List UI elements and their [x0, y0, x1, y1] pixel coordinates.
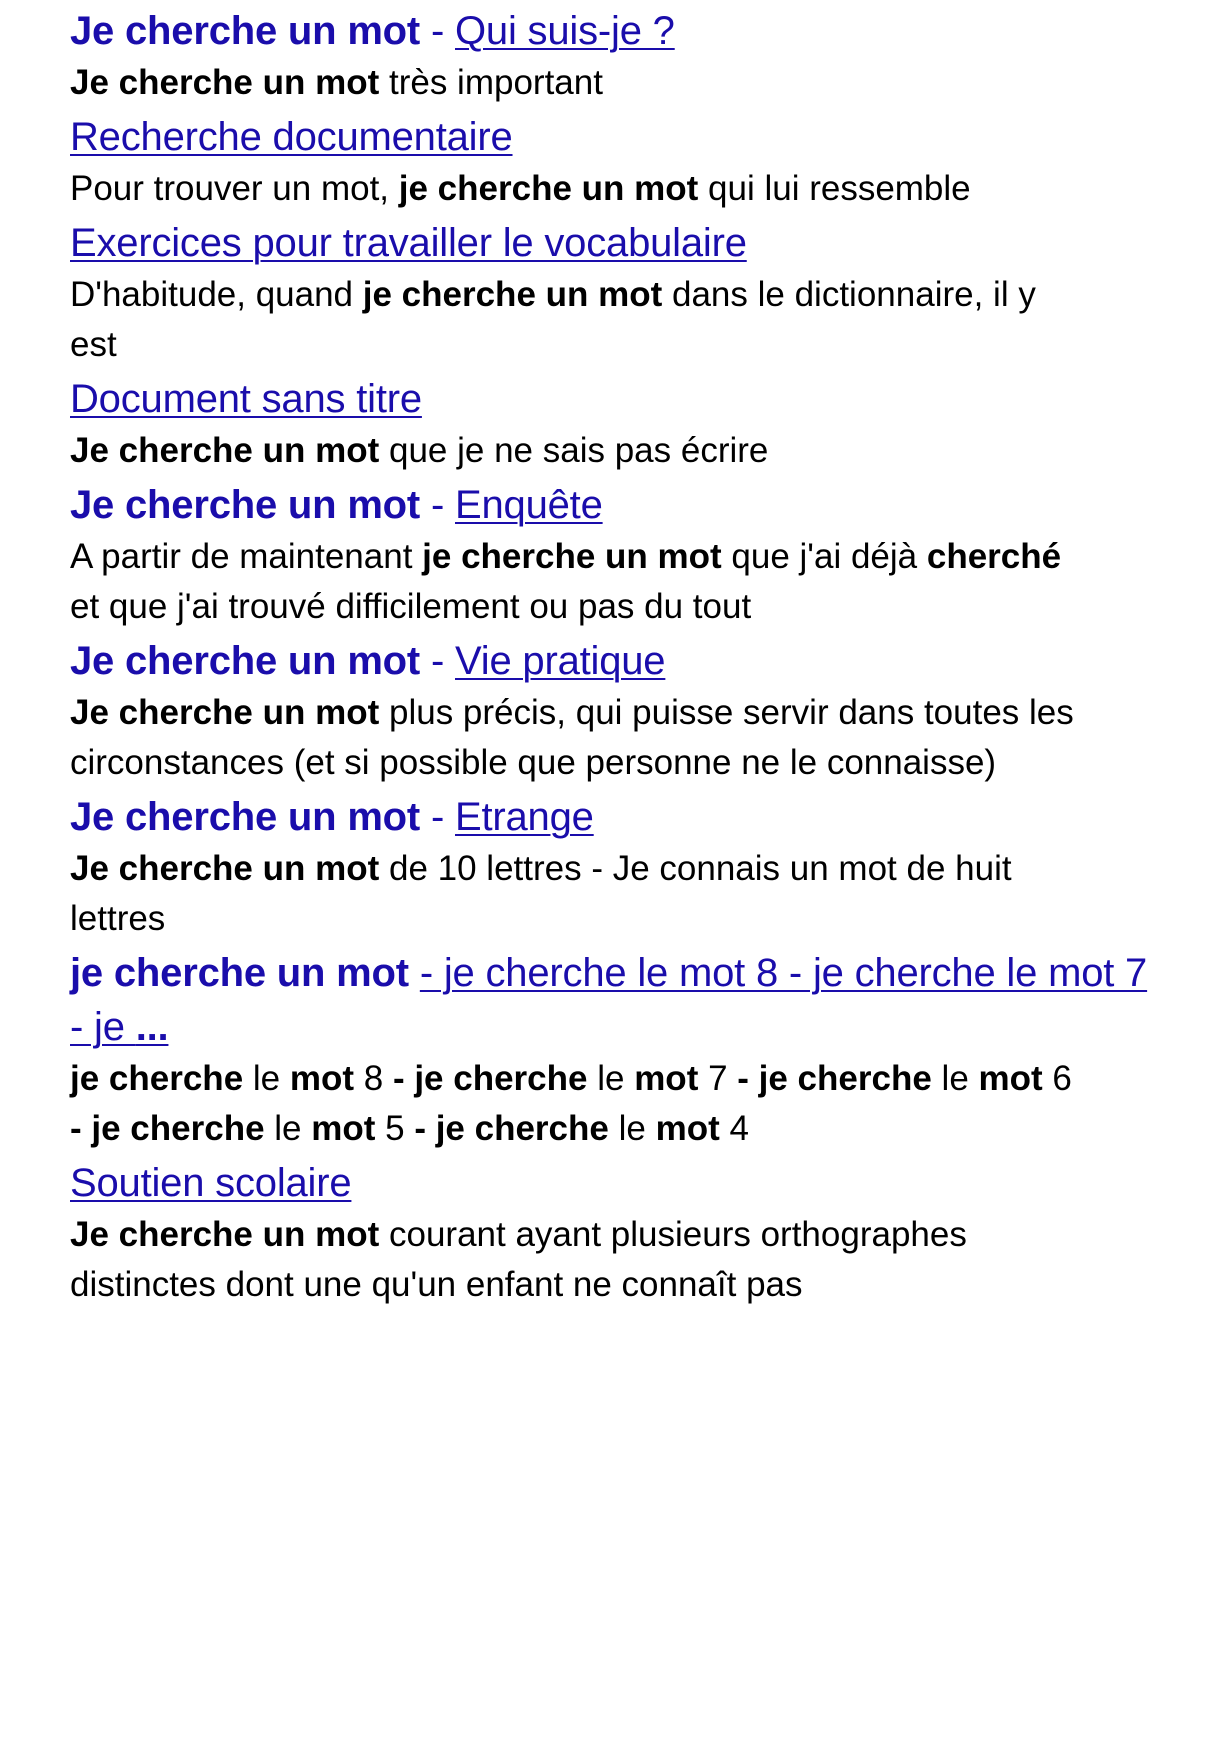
result-snippet	[70, 164, 1080, 214]
snippet-text: le	[587, 1059, 635, 1098]
snippet-highlight: Je cherche un mot	[70, 63, 380, 102]
result-link[interactable]: Enquête	[455, 483, 603, 527]
result-snippet	[70, 1054, 1080, 1154]
snippet-highlight: Je cherche un mot	[70, 849, 380, 888]
snippet-highlight: je cherche un mot	[362, 275, 663, 314]
result-link[interactable]: Soutien scolaire	[70, 1161, 352, 1205]
result-link[interactable]: Vie pratique	[455, 639, 666, 683]
snippet-highlight: Je cherche un mot	[70, 693, 380, 732]
result-title	[70, 790, 1170, 844]
snippet-text: plus précis, qui puisse servir dans toutes les circonstances (et si possible que personne ne le connaisse)	[70, 693, 1074, 782]
snippet-text: courant ayant plusieurs orthographes distinctes dont une qu'un enfant ne connaît pas	[70, 1215, 967, 1304]
search-result	[70, 478, 1170, 632]
search-result	[70, 1156, 1170, 1310]
snippet-text: Pour trouver un mot,	[70, 169, 399, 208]
result-title	[70, 478, 1170, 532]
snippet-text: 6	[1042, 1059, 1072, 1098]
result-link[interactable]: Qui suis-je ?	[455, 9, 675, 53]
result-title	[70, 216, 1170, 270]
snippet-highlight: Je cherche un mot	[70, 1215, 380, 1254]
snippet-highlight: je cherche un mot	[422, 537, 722, 576]
snippet-highlight: mot	[978, 1059, 1043, 1098]
snippet-text: très important	[379, 63, 603, 102]
snippet-highlight: je cherche un mot	[398, 169, 699, 208]
snippet-text: que je ne sais pas écrire	[379, 431, 769, 470]
snippet-highlight: je cherche	[70, 1059, 244, 1098]
result-title	[70, 634, 1170, 688]
result-link-text: - je cherche le mot 8 - je cherche le mot 7 - je	[70, 951, 1148, 1049]
search-result	[70, 372, 1170, 476]
snippet-text: le	[243, 1059, 290, 1098]
result-title-keyword: Je cherche un mot	[70, 483, 421, 527]
search-result	[70, 634, 1170, 788]
snippet-text: le	[931, 1059, 979, 1098]
result-title	[70, 946, 1170, 1054]
result-title	[70, 4, 1170, 58]
result-title	[70, 110, 1170, 164]
result-snippet	[70, 1210, 1080, 1310]
snippet-text: D'habitude, quand	[70, 275, 363, 314]
result-title-keyword: Je cherche un mot	[70, 9, 421, 53]
snippet-highlight: mot	[655, 1109, 720, 1148]
result-link[interactable]: Etrange	[455, 795, 594, 839]
snippet-text: 4	[719, 1109, 749, 1148]
result-snippet	[70, 844, 1080, 944]
snippet-text: A partir de maintenant	[70, 537, 423, 576]
snippet-text: de 10 lettres - Je connais un mot de huit lettres	[70, 849, 1012, 938]
result-title-separator: -	[420, 639, 455, 683]
snippet-highlight: Je cherche un mot	[70, 431, 380, 470]
snippet-highlight: - je cherche	[70, 1109, 265, 1148]
result-title-separator: -	[420, 9, 455, 53]
search-result	[70, 216, 1170, 370]
result-title-keyword: je cherche un mot	[70, 951, 409, 995]
snippet-highlight: - je cherche	[392, 1059, 588, 1098]
result-link[interactable]: Recherche documentaire	[70, 115, 513, 159]
snippet-text: dans le dictionnaire, il y est	[70, 275, 1036, 364]
result-snippet	[70, 58, 1080, 108]
result-title-keyword: Je cherche un mot	[70, 795, 421, 839]
result-title	[70, 372, 1170, 426]
snippet-text: et que j'ai trouvé difficilement ou pas du tout	[70, 587, 752, 626]
snippet-highlight: cherché	[926, 537, 1062, 576]
snippet-text: 5	[375, 1109, 415, 1148]
snippet-highlight: mot	[634, 1059, 699, 1098]
search-results-list	[70, 4, 1170, 1312]
result-link[interactable]: Exercices pour travailler le vocabulaire	[70, 221, 747, 265]
result-title	[70, 1156, 1170, 1210]
search-result	[70, 946, 1170, 1154]
result-snippet	[70, 270, 1080, 370]
snippet-text: qui lui ressemble	[698, 169, 971, 208]
result-title-separator: -	[420, 483, 455, 527]
search-result	[70, 4, 1170, 108]
result-title-keyword: Je cherche un mot	[70, 639, 421, 683]
snippet-text: 7	[698, 1059, 738, 1098]
result-title-separator	[409, 951, 420, 995]
snippet-text: le	[264, 1109, 312, 1148]
result-snippet	[70, 688, 1080, 788]
snippet-highlight: mot	[289, 1059, 355, 1098]
result-link[interactable]: Document sans titre	[70, 377, 422, 421]
snippet-text: le	[608, 1109, 656, 1148]
result-snippet	[70, 426, 1080, 476]
search-result	[70, 110, 1170, 214]
snippet-highlight: - je cherche	[414, 1109, 609, 1148]
result-link-ellipsis: ...	[135, 1005, 169, 1049]
snippet-text: 8	[354, 1059, 393, 1098]
snippet-highlight: - je cherche	[737, 1059, 932, 1098]
snippet-highlight: mot	[311, 1109, 376, 1148]
snippet-text: que j'ai déjà	[721, 537, 927, 576]
result-snippet	[70, 532, 1080, 632]
result-title-separator: -	[420, 795, 455, 839]
search-result	[70, 790, 1170, 944]
